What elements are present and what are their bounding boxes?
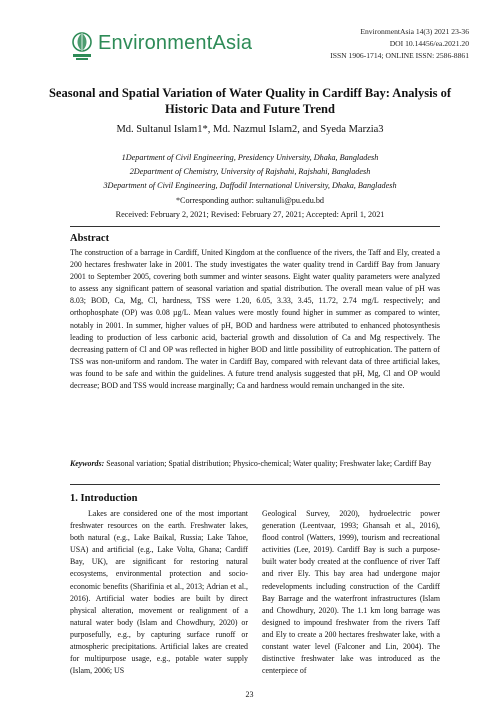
received-dates: Received: February 2, 2021; Revised: February 27, 2021; Accepted: April 1, 2021 [115,210,385,219]
keywords-list: Seasonal variation; Spatial distribution; Physico-chemical; Water quality; Freshwater lake; Cardiff Bay [106,459,432,468]
abstract-heading: Abstract [70,233,110,244]
affiliation-1: 1Department of Civil Engineering, Presidency University, Dhaka, Bangladesh [121,153,379,162]
issn: ISSN 1906-1714; ONLINE ISSN: 2586-8861 [330,51,469,60]
introduction-left-column [70,508,248,677]
keywords [70,458,440,470]
leaf-globe-icon [70,28,94,62]
affiliations [40,151,460,193]
abstract-text: The construction of a barrage in Cardiff, United Kingdom at the confluence of the rivers, the Taff and Ely, created a 200 hectares freshwater lake in 2001. The study investigates the water quality trend in Cardiff Bay from January 2001 to September 2005, covering both summer and winter seasons. Eight water quality parameters were analyzed to assess any significant pattern of seasonal variation and spatial distribution. The overall mean value of pH was 8.03; BOD, Ca, Mg, Cl, hardness, TSS were 1.20, 6.05, 3.33, 3.45, 11.72, 2.74 mg/L respectively; and orthophosphate (OP) was 0.08 µg/L. Mean values were mostly found higher in summer as compared to winter, notably in 2001. In summer, higher values of pH, BOD and hardness were attributed to enhanced photosynthesis leading to production of less carbonic acid, bacterial growth and dissolution of Ca and Mg respectively. The decreasing pattern of Cl and OP was reflected in higher BOD and little possibility of eutrophication. The pattern of TSS was non-uniform and random. The water in Cardiff Bay, compared with relevant data of three artificial lakes, was found to be safe and within the guidelines. A future trend analysis suggested that pH, Mg, Cl and OP would decrease; BOD and TSS would increase marginally; Ca and hardness would remain unchanged in the site. [70,248,440,391]
journal-name: EnvironmentAsia [98,32,253,54]
affiliation-2: 2Department of Chemistry, University of Rajshahi, Rajshahi, Bangladesh [129,167,371,176]
page-number: 23 [245,690,254,699]
divider-top [70,226,440,227]
divider-bottom [70,484,440,485]
introduction-right-column [262,508,440,677]
article-title: Seasonal and Spatial Variation of Water Quality in Cardiff Bay: Analysis of Historic Data and Future Trend [48,86,452,116]
journal-citation-block [330,26,469,62]
doi: DOI 10.14456/ea.2021.20 [389,39,469,48]
journal-citation: EnvironmentAsia 14(3) 2021 23-36 [360,27,469,36]
intro-paragraph-right: Geological Survey, 2020), hydroelectric power generation (Leentvaar, 1993; Ghansah et al., 2016), flood control (Watters, 1999), tourism and recreational activities (Lee, 2019). Cardiff Bay is such a purpose-built water body created at the confluence of river Taff and river Ely. This bay area had undergone major redevelopments including construction of the Cardiff Bay Barrage and the waterfront infrastructures (Islam and Chowdhury, 2020). The 1.1 km long barrage was designed to impound freshwater from the rivers Taff and Ely to create a 200 hectares freshwater lake, with a constant water level (Falconer and Lin, 2004). The distinctive freshwater lake was introduced as the centerpiece of [262,509,440,676]
affiliation-3: 3Department of Civil Engineering, Daffodil International University, Dhaka, Bangladesh [103,181,397,190]
keywords-label: Keywords: [70,459,105,468]
corresponding-author: *Corresponding author: sultanuli@pu.edu.bd [175,196,325,205]
intro-paragraph-left: Lakes are considered one of the most important freshwater resources on the earth. Freshwater lakes, both natural (e.g., Lake Baikal, Russia; Lake Tahoe, USA) and artificial (e.g., Lake Volta, Ghana; Cardiff Bay, UK), are significant for restoring natural ecosystems, environmental protection and socio-economic benefits (Sharifinia et al., 2013; Adrian et al., 2016). Artificial water bodies are built by direct physical alteration, movement or realignment of a natural water body (Islam and Chowdhury, 2020) or purposefully, e.g., by capturing surface runoff or atmospheric precipitations. Artificial lakes are created for multipurpose usage, e.g., potable water supply (Islam, 2006; US [70,509,248,676]
introduction-heading: 1. Introduction [70,493,138,504]
authors: Md. Sultanul Islam1*, Md. Nazmul Islam2, and Syeda Marzia3 [116,124,384,135]
journal-logo [70,28,253,68]
